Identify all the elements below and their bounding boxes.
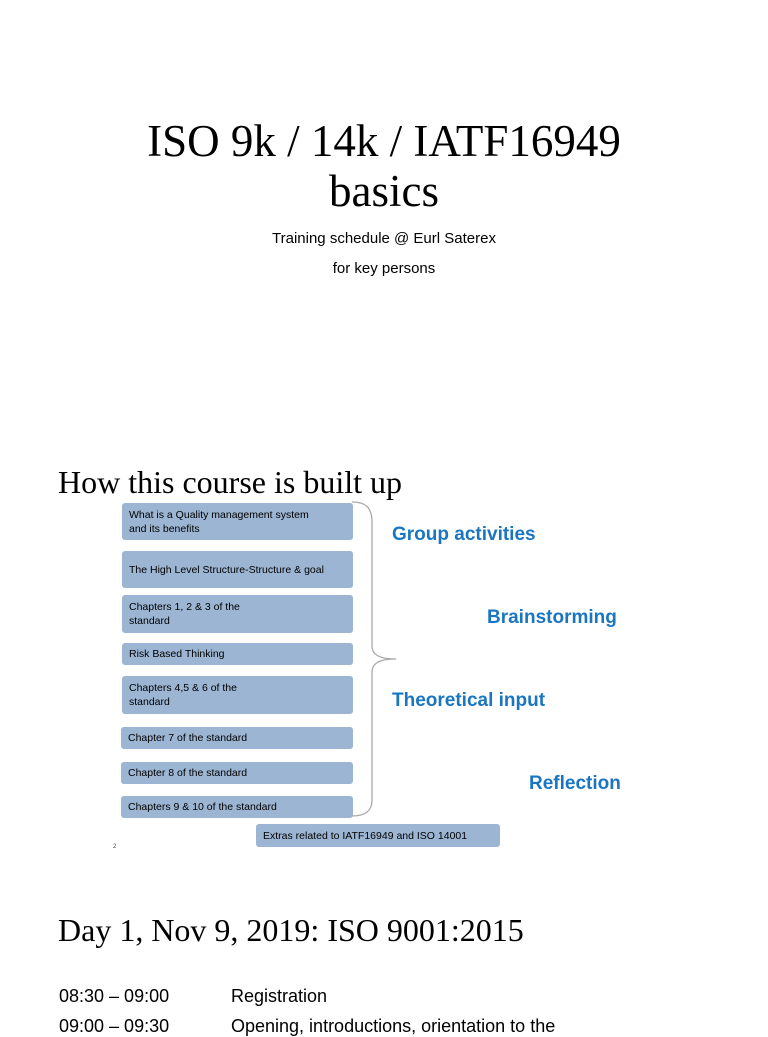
- module-1-line-2: and its benefits: [129, 522, 200, 535]
- module-3-line-1: Chapters 1, 2 & 3 of the: [129, 601, 240, 613]
- module-1-line-1: What is a Quality management system: [129, 508, 309, 521]
- subtitle-line-1: Training schedule @ Eurl Saterex: [272, 230, 496, 247]
- activity-brainstorming: Brainstorming: [487, 607, 617, 628]
- module-box-1: [122, 503, 353, 540]
- activity-theoretical-input: Theoretical input: [392, 690, 546, 711]
- extras-box: [256, 824, 500, 847]
- footnote-mark: 2: [113, 844, 117, 850]
- module-5-line-2: standard: [129, 696, 170, 708]
- schedule-time: 08:30 – 09:00: [59, 986, 170, 1006]
- module-6-label: Chapter 7 of the standard: [128, 732, 248, 744]
- module-2-label: The High Level Structure-Structure & goal: [129, 563, 324, 576]
- schedule-time: 09:00 – 09:30: [59, 1016, 170, 1036]
- module-box-6: [121, 727, 353, 749]
- title-line-1: ISO 9k / 14k / IATF16949: [147, 116, 621, 166]
- module-box-4: [122, 643, 353, 665]
- schedule-activity: Registration: [231, 986, 328, 1006]
- module-box-3: [122, 595, 353, 633]
- day1-heading: Day 1, Nov 9, 2019: ISO 9001:2015: [58, 912, 524, 948]
- module-box-5: [122, 676, 353, 714]
- module-7-label: Chapter 8 of the standard: [128, 767, 248, 779]
- module-3-line-2: standard: [129, 615, 170, 627]
- module-box-7: [121, 762, 353, 784]
- document-title: [0, 116, 768, 216]
- subtitle-line-2: for key persons: [332, 260, 436, 277]
- grouping-brace: [350, 500, 400, 820]
- module-box-8: [121, 796, 353, 818]
- module-5-line-1: Chapters 4,5 & 6 of the: [129, 682, 237, 694]
- activity-group-activities: Group activities: [392, 524, 536, 545]
- course-heading: How this course is built up: [58, 464, 402, 500]
- module-4-label: Risk Based Thinking: [129, 648, 225, 660]
- activity-reflection: Reflection: [529, 773, 621, 794]
- title-line-2: basics: [329, 166, 439, 216]
- schedule-activity: Opening, introductions, orientation to the: [231, 1016, 556, 1036]
- module-box-2: [122, 551, 353, 588]
- extras-label: Extras related to IATF16949 and ISO 14001: [263, 829, 468, 842]
- module-8-label: Chapters 9 & 10 of the standard: [128, 801, 277, 813]
